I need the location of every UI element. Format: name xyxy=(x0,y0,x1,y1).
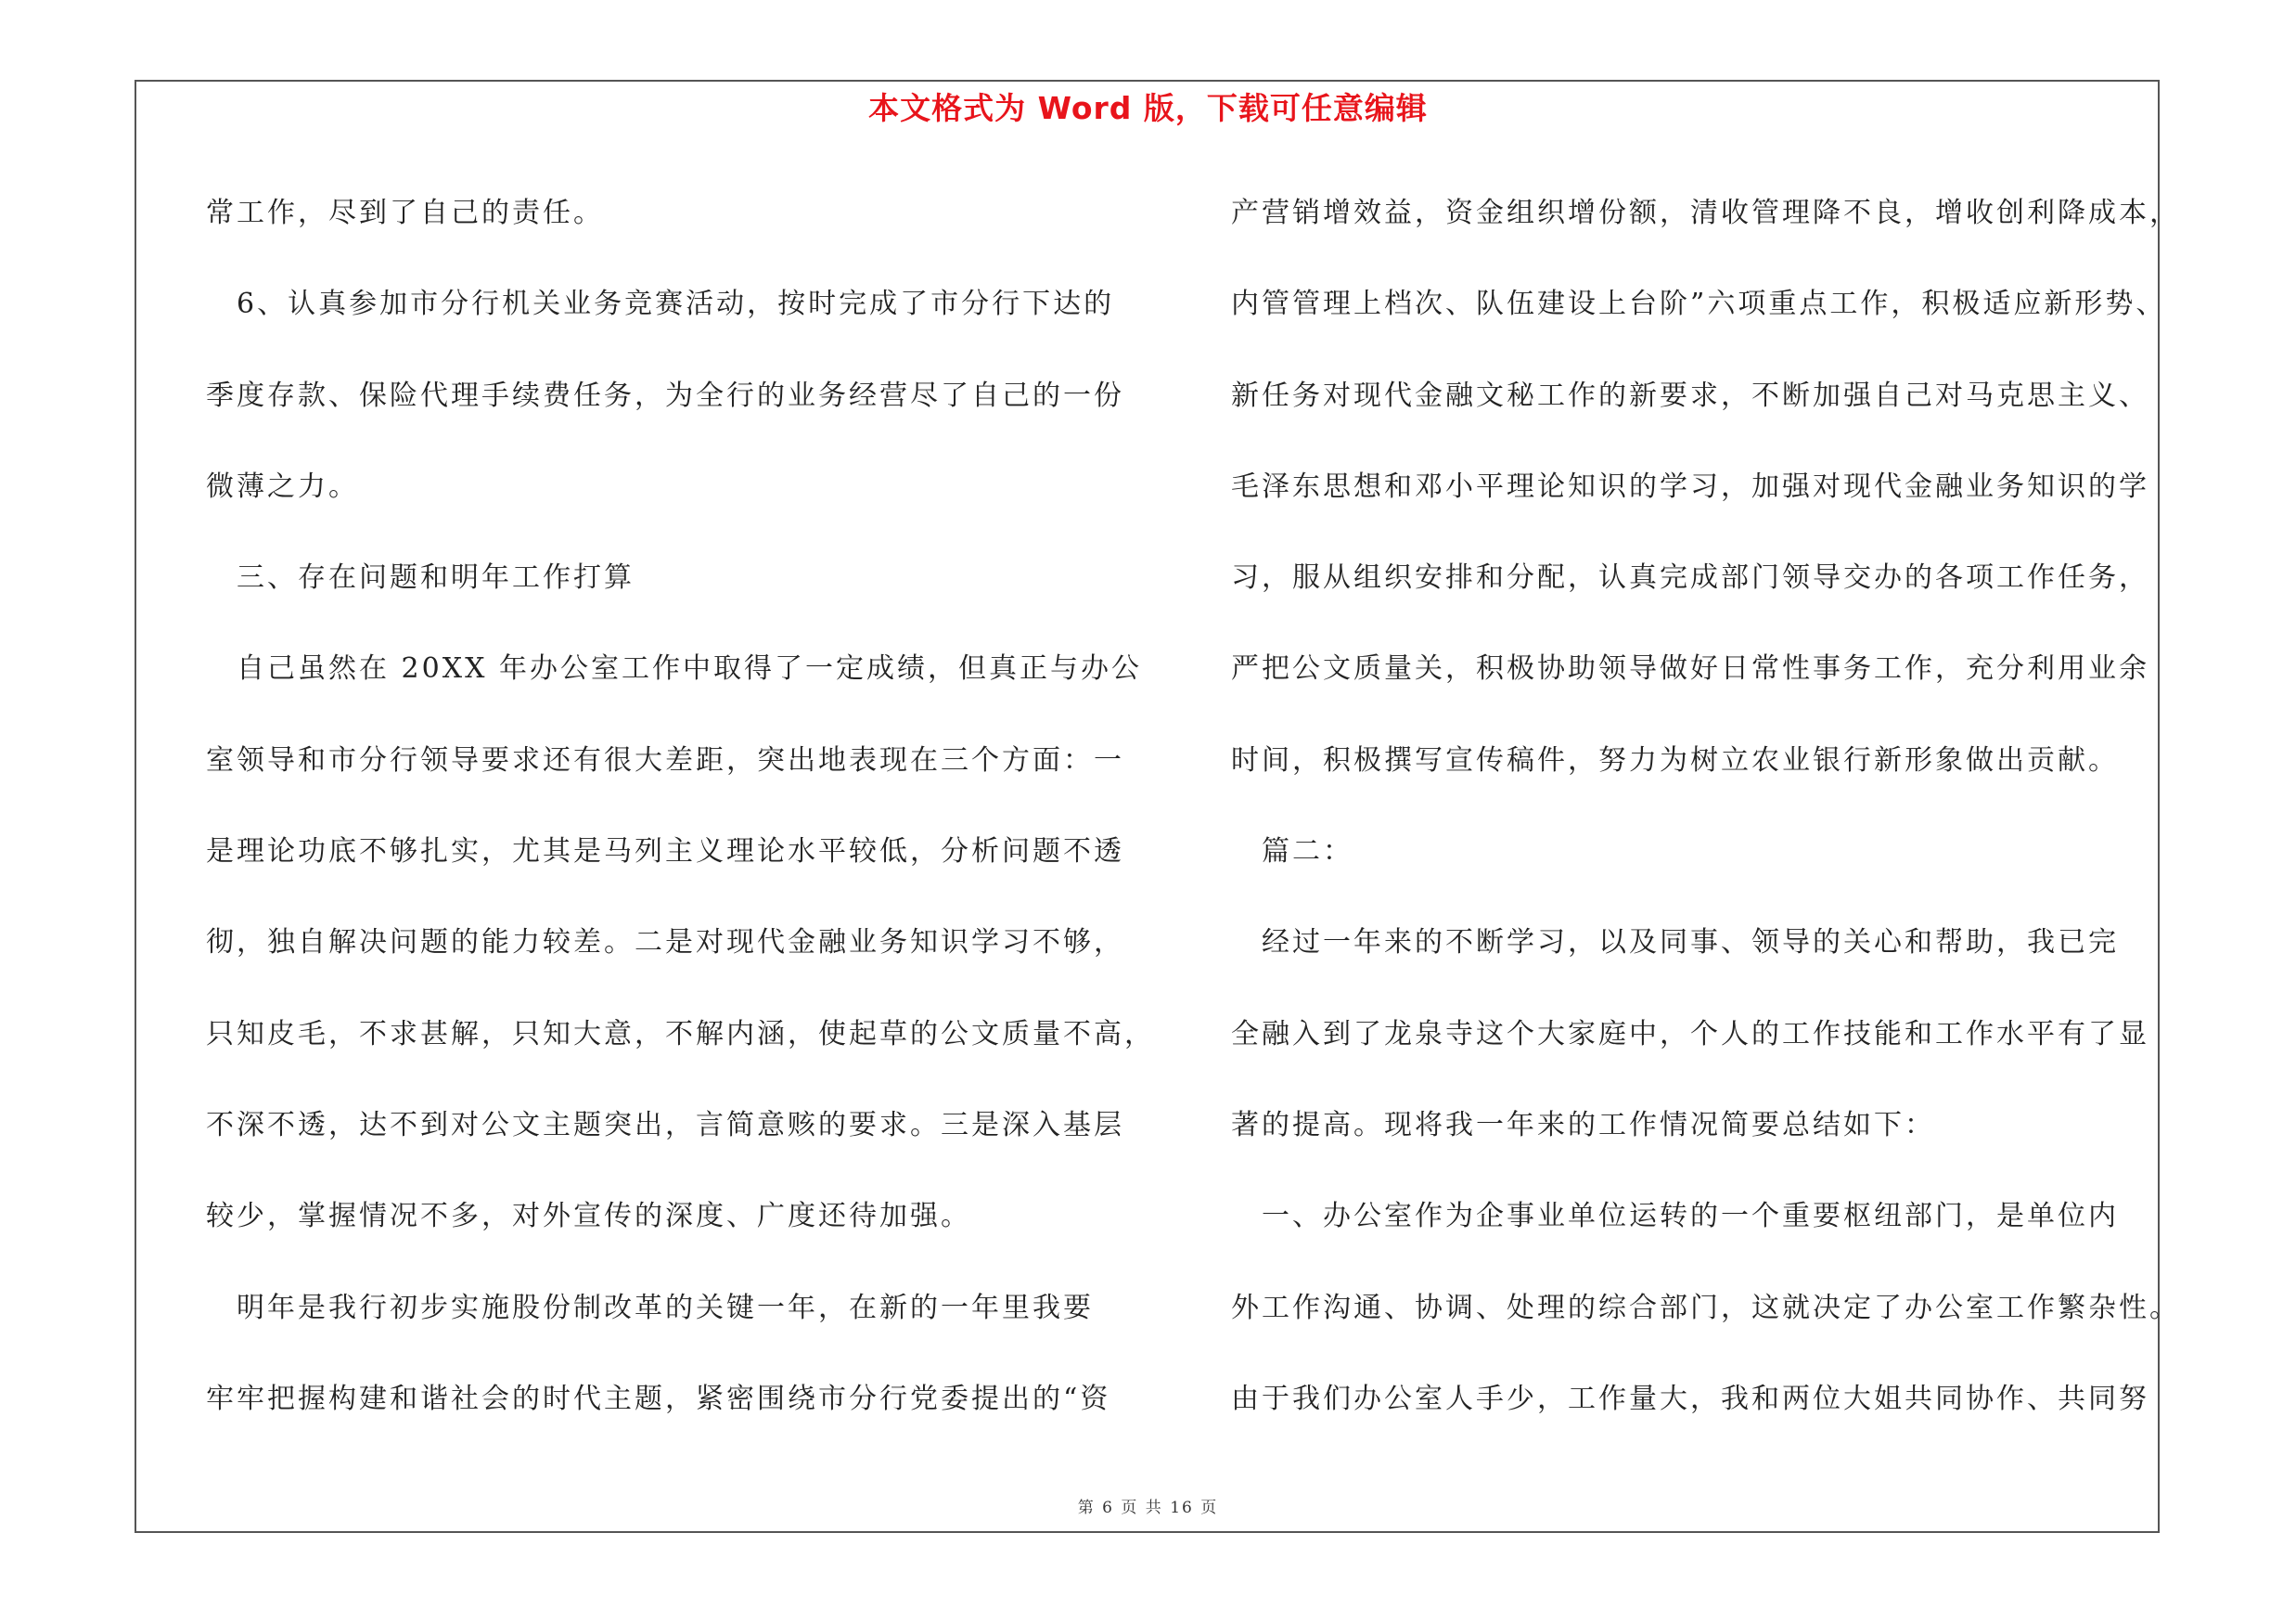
page-number-footer: 第 6 页 共 16 页 xyxy=(1077,1499,1219,1517)
right-text-column xyxy=(1231,181,2180,1458)
text-line: 较少，掌握情况不多，对外宣传的深度、广度还待加强。 xyxy=(206,1200,971,1233)
text-line: 6、认真参加市分行机关业务竞赛活动，按时完成了市分行下达的 xyxy=(206,288,1115,321)
text-line: 由于我们办公室人手少，工作量大，我和两位大姐共同协作、共同努 xyxy=(1231,1382,2149,1415)
text-line: 全融入到了龙泉寺这个大家庭中，个人的工作技能和工作水平有了显 xyxy=(1231,1017,2149,1050)
text-line: 内管管理上档次、队伍建设上台阶”六项重点工作，积极适应新形势、 xyxy=(1231,288,2167,321)
text-line: 室领导和市分行领导要求还有很大差距，突出地表现在三个方面：一 xyxy=(206,743,1124,777)
text-line: 微薄之力。 xyxy=(206,470,359,503)
text-line: 习，服从组织安排和分配，认真完成部门领导交办的各项工作任务， xyxy=(1231,561,2149,595)
text-line: 只知皮毛，不求甚解，只知大意，不解内涵，使起草的公文质量不高， xyxy=(206,1017,1155,1050)
text-line: 不深不透，达不到对公文主题突出，言简意赅的要求。三是深入基层 xyxy=(206,1108,1124,1141)
left-text-column xyxy=(206,181,1155,1458)
text-line: 是理论功底不够扎实，尤其是马列主义理论水平较低，分析问题不透 xyxy=(206,835,1124,869)
document-banner: 本文格式为 Word 版，下载可任意编辑 xyxy=(868,90,1428,126)
text-line: 著的提高。现将我一年来的工作情况简要总结如下： xyxy=(1231,1108,1935,1141)
text-line: 产营销增效益，资金组织增份额，清收管理降不良，增收创利降成本， xyxy=(1231,197,2180,229)
text-line: 新任务对现代金融文秘工作的新要求，不断加强自己对马克思主义、 xyxy=(1231,379,2149,412)
text-line: 时间，积极撰写宣传稿件，努力为树立农业银行新形象做出贡献。 xyxy=(1231,743,2119,777)
text-line: 一、办公室作为企事业单位运转的一个重要枢纽部门，是单位内 xyxy=(1231,1200,2119,1233)
text-line: 毛泽东思想和邓小平理论知识的学习，加强对现代金融业务知识的学 xyxy=(1231,470,2149,503)
text-line: 明年是我行初步实施股份制改革的关键一年，在新的一年里我要 xyxy=(206,1291,1094,1324)
text-line: 牢牢把握构建和谐社会的时代主题，紧密围绕市分行党委提出的“资 xyxy=(206,1382,1111,1415)
text-line: 外工作沟通、协调、处理的综合部门，这就决定了办公室工作繁杂性。 xyxy=(1231,1291,2180,1324)
text-line: 彻，独自解决问题的能力较差。二是对现代金融业务知识学习不够， xyxy=(206,926,1124,960)
text-line: 严把公文质量关，积极协助领导做好日常性事务工作，充分利用业余 xyxy=(1231,652,2149,686)
text-line: 季度存款、保险代理手续费任务，为全行的业务经营尽了自己的一份 xyxy=(206,379,1124,412)
text-line: 常工作，尽到了自己的责任。 xyxy=(206,197,604,229)
text-line: 经过一年来的不断学习，以及同事、领导的关心和帮助，我已完 xyxy=(1231,926,2119,960)
section-heading: 篇二： xyxy=(1231,835,1353,869)
section-heading: 三、存在问题和明年工作打算 xyxy=(206,561,635,595)
text-line: 自己虽然在 20XX 年办公室工作中取得了一定成绩，但真正与办公 xyxy=(206,652,1142,686)
